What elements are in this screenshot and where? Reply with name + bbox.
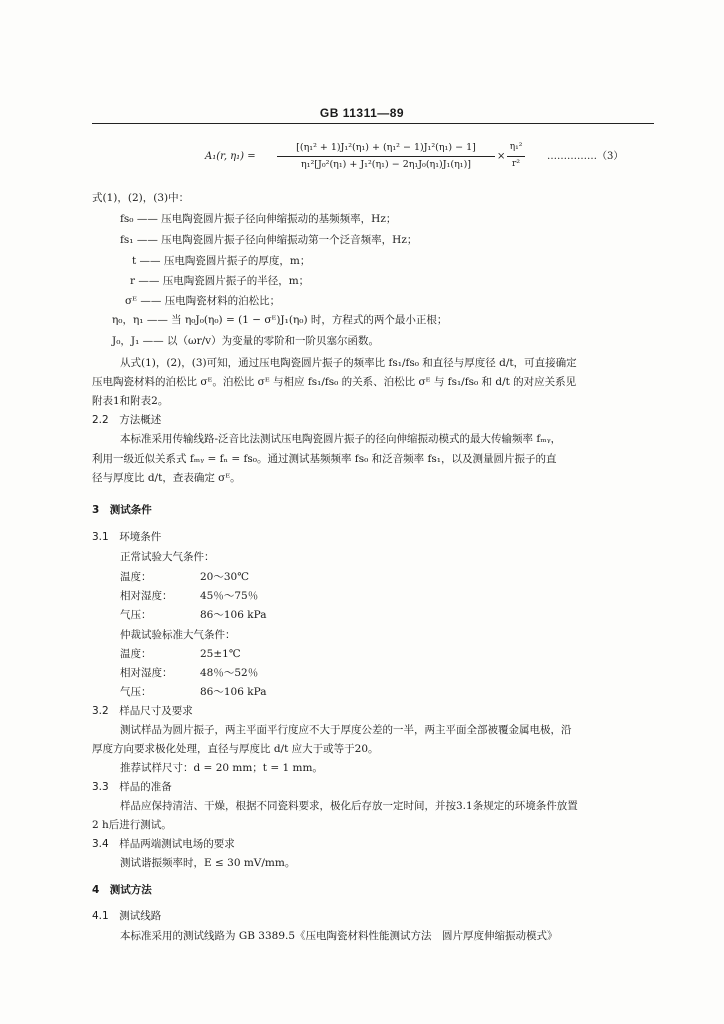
formula-numerator: [(η₁² + 1)J₁²(η₁) + (η₁² − 1)J₁²(η₁) − 1] — [296, 142, 476, 153]
times-sign: × — [497, 151, 506, 162]
section-2-2-heading: 2.2 方法概述 — [92, 414, 162, 426]
section-3-4-heading: 3.4 样品两端测试电场的要求 — [92, 838, 235, 850]
body-paragraph-line: 2 h后进行测试。 — [92, 819, 172, 831]
body-paragraph-line: 测试样品为圆片振子，两主平面平行度应不大于厚度公差的一半，两主平面全部被覆金属电极，沿 — [120, 724, 572, 736]
condition-label: 温度： — [120, 571, 152, 583]
body-paragraph-line: 推荐试样尺寸：d = 20 mm；t = 1 mm。 — [120, 762, 323, 774]
condition-label: 相对湿度： — [120, 667, 173, 679]
symbol-definition: fs₁ —— 压电陶瓷圆片振子径向伸缩振动第一个泛音频率，Hz； — [120, 234, 418, 246]
condition-value: 45％～75％ — [200, 590, 259, 602]
fraction-bar — [277, 156, 495, 157]
condition-group-title: 仲裁试验标准大气条件： — [120, 629, 236, 641]
condition-label: 气压： — [120, 686, 152, 698]
symbol-definition: fs₀ —— 压电陶瓷圆片振子径向伸缩振动的基频频率，Hz； — [120, 213, 397, 225]
section-3-1-heading: 3.1 环境条件 — [92, 531, 162, 543]
condition-value: 86～106 kPa — [200, 686, 267, 698]
body-paragraph-line: 本标准采用传输线路-泛音比法测试压电陶瓷圆片振子的径向伸缩振动模式的最大传输频率 fₘᵧ， — [120, 433, 562, 445]
condition-label: 温度： — [120, 648, 152, 660]
fraction-bar — [507, 156, 525, 157]
section-3-heading: 3 测试条件 — [92, 504, 152, 516]
condition-label: 相对湿度： — [120, 590, 173, 602]
symbol-definition: t —— 压电陶瓷圆片振子的厚度，m； — [132, 255, 311, 267]
formula-lhs: A₁(r, η₁) = — [205, 151, 256, 162]
condition-value: 48％～52％ — [200, 667, 259, 679]
standard-number-header: GB 11311—89 — [319, 106, 405, 120]
formula-3 — [205, 140, 655, 174]
section-4-1-heading: 4.1 测试线路 — [92, 910, 162, 922]
condition-value: 25±1℃ — [200, 648, 241, 660]
body-paragraph-line: 附表1和附表2。 — [92, 395, 169, 407]
body-paragraph-line: 从式(1)，(2)，(3)可知，通过压电陶瓷圆片振子的频率比 fs₁/fs₀ 和直径与厚度径 d/t，可直接确定 — [120, 357, 577, 369]
condition-group-title: 正常试验大气条件： — [120, 551, 215, 563]
body-paragraph-line: 利用一级近似关系式 fₘᵧ = fₙ = fs₀。通过测试基频频率 fs₀ 和泛音频率 fs₁，以及测量圆片振子的直 — [92, 453, 557, 465]
condition-value: 86～106 kPa — [200, 609, 267, 621]
formula-denominator: η₁²[J₀²(η₁) + J₁²(η₁) − 2η₁J₀(η₁)J₁(η₁)] — [301, 159, 471, 170]
factor-numerator: η₁² — [509, 142, 523, 152]
body-paragraph-line: 径与厚度比 d/t，查表确定 σᴱ。 — [92, 472, 241, 484]
symbol-definition: r —— 压电陶瓷圆片振子的半径，m； — [130, 275, 310, 287]
section-3-2-heading: 3.2 样品尺寸及要求 — [92, 705, 193, 717]
body-paragraph-line: 厚度方向要求极化处理，直径与厚度比 d/t 应大于或等于20。 — [92, 743, 379, 755]
condition-label: 气压： — [120, 609, 152, 621]
factor-denominator: r² — [512, 159, 520, 169]
body-paragraph-line: 本标准采用的测试线路为 GB 3389.5《压电陶瓷材料性能测试方法 圆片厚度伸缩振动模式》 — [120, 930, 558, 942]
body-paragraph-line: 样品应保持清洁、干燥，根据不同瓷料要求，极化后存放一定时间，并按3.1条规定的环境条件放置 — [120, 800, 578, 812]
section-3-3-heading: 3.3 样品的准备 — [92, 781, 172, 793]
symbol-definition: σᴱ —— 压电陶瓷材料的泊松比； — [125, 295, 281, 307]
symbol-definition: J₀，J₁ —— 以（ωr/v）为变量的零阶和一阶贝塞尔函数。 — [112, 335, 380, 347]
section-4-heading: 4 测试方法 — [92, 884, 152, 896]
where-intro: 式(1)，(2)，(3)中： — [92, 192, 190, 204]
symbol-definition: η₀，η₁ —— 当 η₀J₀(η₀) = (1 − σᴱ)J₁(η₀) 时，方程式的两个最小正根； — [112, 314, 448, 326]
body-paragraph-line: 测试谐振频率时，E ≤ 30 mV/mm。 — [120, 857, 296, 869]
header-rule — [92, 123, 654, 124]
equation-number: ……………（3） — [547, 151, 624, 162]
condition-value: 20～30℃ — [200, 571, 249, 583]
body-paragraph-line: 压电陶瓷材料的泊松比 σᴱ。泊松比 σᴱ 与相应 fs₁/fs₀ 的关系、泊松比 σᴱ 与 fs₁/fs₀ 和 d/t 的对应关系见 — [92, 376, 577, 388]
